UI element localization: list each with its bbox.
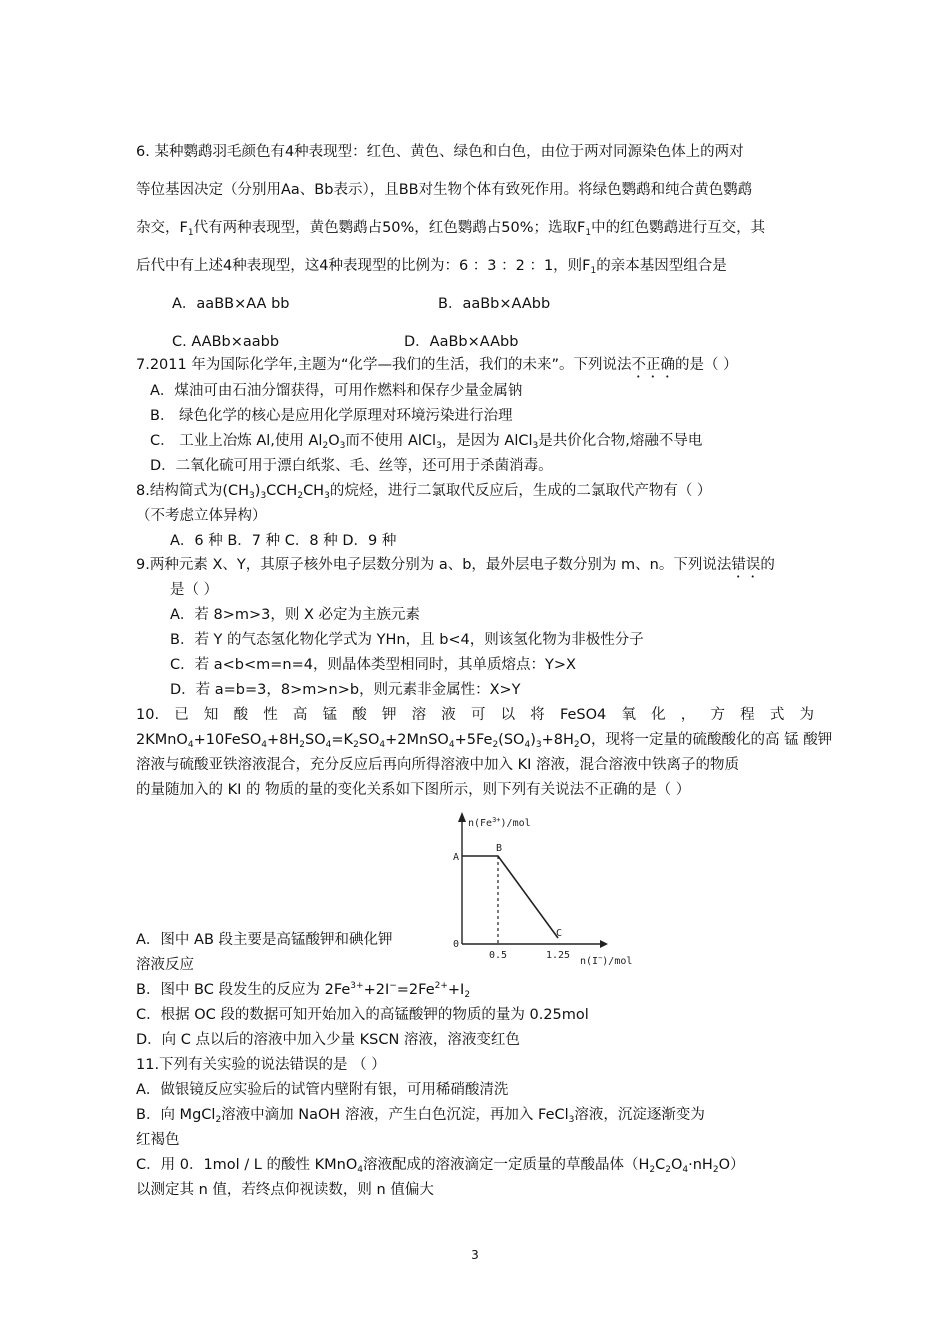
q6-option-a: A．aaBB×AA bb: [172, 296, 290, 312]
q11-option-c-line1: C．用 0．1mol / L 的酸性 KMnO$_4$溶液配成的溶液滴定一定质量的草酸晶体$(H_2C_2O_4\cdot nH_2O)$: [136, 1157, 745, 1175]
q10-line1-token: 知: [203, 707, 219, 723]
q6-option-c: C. AABb×aabb: [172, 334, 280, 350]
q6-option-b: B．aaBb×AAbb: [438, 296, 551, 312]
q10-line1-token: 性: [263, 707, 278, 723]
q10-line1-token: 化: [651, 707, 666, 723]
q9-option-a: A．若 8>m>3，则 X 必定为主族元素: [170, 607, 421, 623]
q10-line1-token: 方: [710, 707, 725, 723]
x-axis-label: n(I−)/mol: [580, 954, 633, 967]
q10-line1-token: 为: [799, 707, 814, 723]
y-axis-label: $n(Fe^{3+})$/mol: [468, 816, 531, 829]
q10-stem-line4: 的量随加入的 KI 的 物质的量的变化关系如下图所示，则下列有关说法不正确的是（ ）: [136, 782, 691, 798]
q11-option-a: A．做银镜反应实验后的试管内壁附有银，可用稀硝酸清洗: [136, 1082, 509, 1098]
q10-line1-token: 已: [174, 707, 189, 723]
q8-options: A．6 种 B．7 种 C．8 种 D．9 种: [170, 533, 397, 549]
q11-stem: 11.下列有关实验的说法错误的是 （ ）: [136, 1057, 386, 1073]
q10-line1-token: 氧: [621, 707, 636, 723]
q10-line1-token: 酸: [233, 707, 249, 723]
q10-stem-line2: $2KMnO_4+10FeSO_4+8H_2SO_4=K_2SO_4+2MnSO_4+5Fe_2(SO_4)_3+8H_2O$，现将一定量的硫酸酸化的高 锰 酸钾: [136, 732, 833, 750]
q9-option-d: D．若 a=b=3，8>m>n>b，则元素非金属性：X>Y: [170, 682, 521, 698]
fe3-vs-ki-graph: [438, 808, 648, 968]
q11-option-b-line2: 红褐色: [136, 1132, 180, 1148]
q10-line1-token: 液: [441, 707, 456, 723]
q10-stem-line3: 溶液与硫酸亚铁溶液混合，充分反应后再向所得溶液中加入 KI 溶液，混合溶液中铁离子的物质: [136, 757, 739, 773]
x-tick-0-5: 0.5: [489, 950, 508, 961]
q10-line1-token: 程: [740, 707, 755, 723]
q6-line2: 等位基因决定（分别用Aa、Bb表示），且BB对生物个体有致死作用。将绿色鹦鹉和纯合黄色鹦鹉: [136, 182, 753, 198]
q7-option-b: B． 绿色化学的核心是应用化学原理对环境污染进行治理: [150, 408, 513, 424]
fe3-curve: [462, 856, 558, 938]
point-c-label: C: [556, 928, 563, 939]
y-axis-arrow: [458, 812, 466, 822]
q9-stem: 9.两种元素 X、Y，其原子核外电子层数分别为 a、b，最外层电子数分别为 m、n。下列说法错误的: [136, 557, 775, 573]
q10-line1-token: FeSO4: [559, 707, 607, 723]
x-tick-1-25: 1.25: [546, 950, 571, 961]
q7-option-c: C． 工业上冶炼 Al,使用 $Al_2O_3$而不使用 AlCl$_3$，是因为 AlCl$_3$是共价化合物,熔融不导电: [150, 433, 703, 451]
q10-option-d: D．向 C 点以后的溶液中加入少量 KSCN 溶液，溶液变红色: [136, 1032, 520, 1048]
q9-stem-cont: 是（ ）: [170, 582, 219, 598]
x-axis-arrow: [600, 940, 608, 948]
q6-line3: 杂交，$F_1$代有两种表现型，黄色鹦鹉占50%，红色鹦鹉占50%；选取$F_1$中的红色鹦鹉进行互交，其: [136, 220, 766, 238]
q6-line1: 6. 某种鹦鹉羽毛颜色有4种表现型：红色、黄色、绿色和白色，由位于两对同源染色体上的两对: [136, 144, 744, 160]
q10-stem-line1: [136, 705, 814, 725]
q10-line1-token: 将: [530, 707, 545, 723]
q10-option-b: B．图中 BC 段发生的反应为 $2Fe^{3+}+2I^-=2Fe^{2+}+I_2$: [136, 981, 471, 1000]
q6-line4: 后代中有上述4种表现型，这4种表现型的比例为：6 ：3 ：2 ：1，则$F_1$的亲本基因型组合是: [136, 258, 727, 276]
q10-line1-token: 钾: [381, 707, 397, 723]
q7-stem: 7.2011 年为国际化学年,主题为“化学—我们的生活，我们的未来”。下列说法不正确的是（ ）: [136, 357, 738, 373]
q10-line1-token: 式: [769, 707, 785, 723]
q10-option-a-line1: A．图中 AB 段主要是高锰酸钾和碘化钾: [136, 932, 393, 948]
q11-option-c-line2: 以测定其 n 值，若终点仰视读数，则 n 值偏大: [136, 1182, 434, 1198]
q8-stem: 8.结构简式为$(CH_3)_3CCH_2CH_3$的烷烃，进行二氯取代反应后，生成的二氯取代产物有（ ）: [136, 483, 712, 501]
q10-line1-token: 溶: [411, 707, 427, 723]
q10-option-a-line2: 溶液反应: [136, 957, 194, 973]
q11-option-b-line1: B．向 MgCl$_2$溶液中滴加 NaOH 溶液，产生白色沉淀，再加入 FeCl$_3$溶液，沉淀逐渐变为: [136, 1107, 705, 1125]
q10-line1-token: 以: [500, 707, 516, 723]
q10-line1-token: 可: [470, 707, 486, 723]
q8-note: （不考虑立体异构）: [136, 508, 267, 524]
q10-option-c: C．根据 OC 段的数据可知开始加入的高锰酸钾的物质的量为 0.25mol: [136, 1007, 589, 1023]
origin-label: 0: [453, 939, 460, 950]
point-b-label: B: [496, 843, 503, 854]
q7-option-d: D．二氧化硫可用于漂白纸浆、毛、丝等，还可用于杀菌消毒。: [150, 458, 553, 474]
page-number: 3: [471, 1248, 479, 1262]
q6-option-d: D．AaBb×AAbb: [404, 334, 519, 350]
q9-option-c: C．若 a<b<m=n=4，则晶体类型相同时，其单质熔点：Y>X: [170, 657, 576, 673]
q7-option-a: A．煤油可由石油分馏获得，可用作燃料和保存少量金属钠: [150, 383, 523, 399]
q10-line1-token: 锰: [322, 707, 338, 723]
q10-line1-token: 高: [292, 707, 308, 723]
q10-line1-token: 10.: [136, 707, 160, 723]
point-a-label: A: [453, 852, 460, 863]
q9-option-b: B．若 Y 的气态氢化物化学式为 YHn，且 b<4，则该氢化物为非极性分子: [170, 632, 644, 648]
q10-line1-token: ，: [680, 707, 696, 723]
q10-line1-token: 酸: [352, 707, 367, 723]
